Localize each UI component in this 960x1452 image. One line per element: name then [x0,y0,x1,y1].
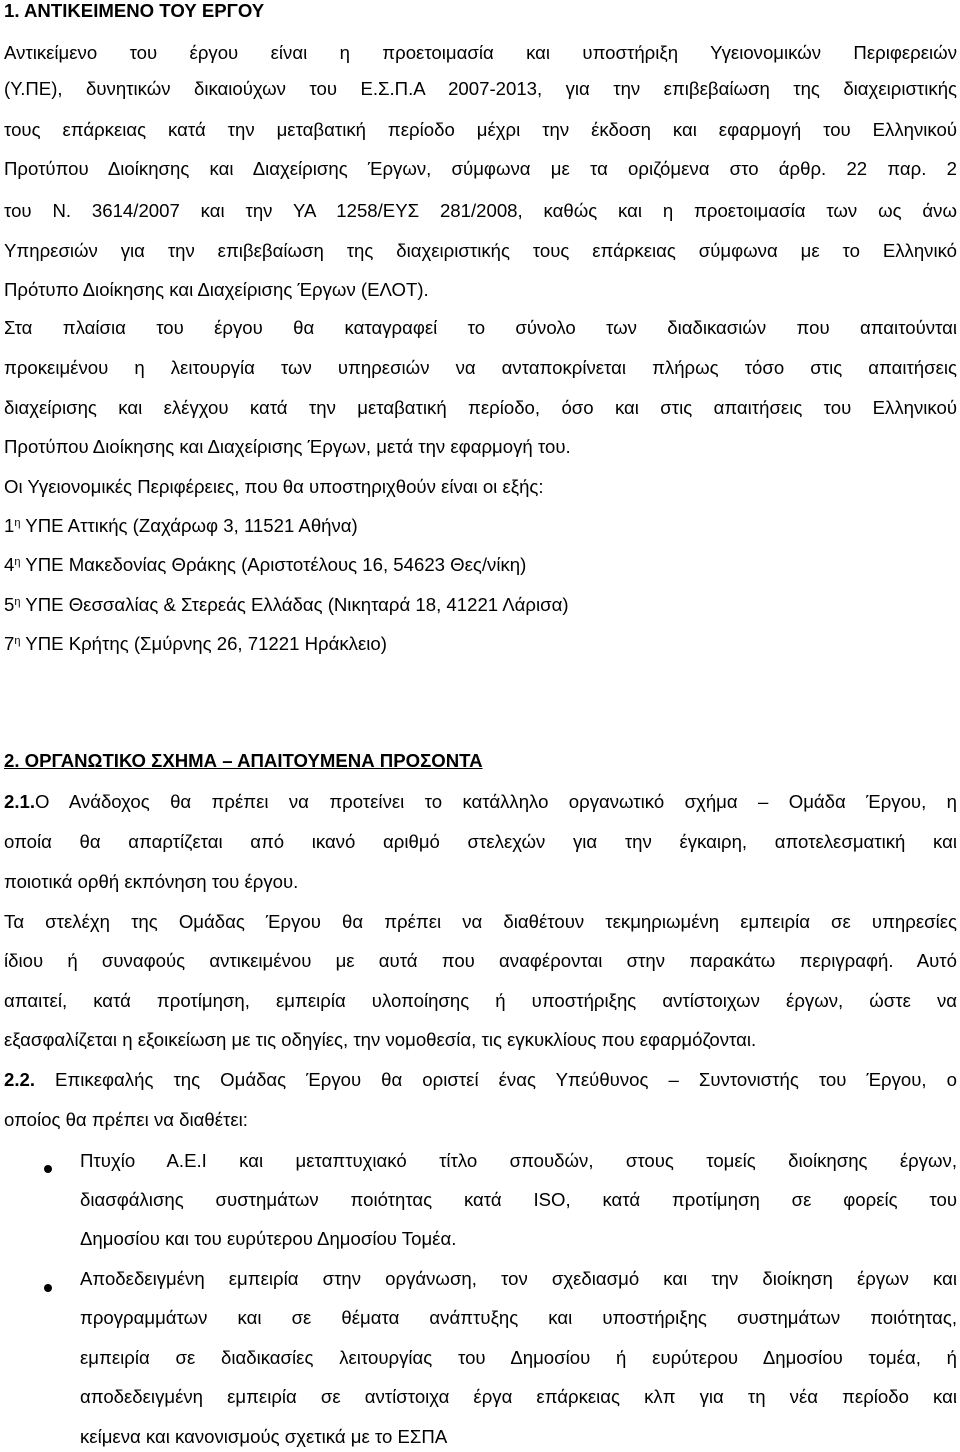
staff-para-line: ίδιου ή συναφούς αντικειμένου με αυτά που αναφέρονται στην παρακάτω περιγραφή. Αυτό [4,950,957,971]
s1-para1-line: Προτύπου Διοίκησης και Διαχείρισης Έργων, σύμφωνα με τα οριζόμενα στο άρθρ. 22 παρ. 2 [4,158,957,179]
s1-para1-line: τους επάρκειας κατά την μεταβατική περίοδο μέχρι την έκδοση και εφαρμογή του Ελληνικού [4,119,957,140]
s22-line: οποίος θα πρέπει να διαθέτει: [4,1109,248,1130]
s1-para1-line: (Υ.ΠΕ), δυνητικών δικαιούχων του Ε.Σ.Π.Α 2007-2013, για την επιβεβαίωση της διαχειριστικής [4,78,957,99]
s21-line: οποία θα απαρτίζεται από ικανό αριθμό στελεχών για την έγκαιρη, αποτελεσματική και [4,831,957,852]
staff-para-line: Τα στελέχη της Ομάδας Έργου θα πρέπει να διαθέτουν τεκμηριωμένη εμπειρία σε υπηρεσίες [4,911,957,932]
s1-para2-line: Στα πλαίσια του έργου θα καταγραφεί το σύνολο των διαδικασιών που απαιτούνται [4,317,957,338]
s1-para1-line: Αντικείμενο του έργου είναι η προετοιμασία και υποστήριξη Υγειονομικών Περιφερειών [4,42,957,63]
s22-line: 2.2. Επικεφαλής της Ομάδας Έργου θα οριστεί ένας Υπεύθυνος – Συντονιστής του Έργου, ο [4,1069,957,1090]
s21-number: 2.1. [4,791,36,812]
s22-number: 2.2. [4,1069,36,1090]
region-item: $5^\eta$ ΥΠΕ Θεσσαλίας & Στερεάς Ελλάδας (Νικηταρά 18, 41221 Λάρισα) [4,594,569,615]
bullet-2-line: κείμενα και κανονισμούς σχετικά με το ΕΣΠΑ [80,1426,448,1447]
bullet-2-line: προγραμμάτων και σε θέματα ανάπτυξης και υποστήριξης συστημάτων ποιότητας, [80,1307,957,1328]
section-1-heading: 1. ΑΝΤΙΚΕΙΜΕΝΟ ΤΟΥ ΕΡΓΟΥ [4,0,265,21]
staff-para-line: εξασφαλίζεται η εξοικείωση με τις οδηγίες, την νομοθεσία, τις εγκυκλίους που εφαρμόζονται. [4,1029,757,1050]
staff-para-line: απαιτεί, κατά προτίμηση, εμπειρία υλοποίησης ή υποστήριξης αντίστοιχων έργων, ώστε να [4,990,957,1011]
bullet-dot-icon [44,1284,52,1292]
s1-para1-line: Πρότυπο Διοίκησης και Διαχείρισης Έργων (ΕΛΟΤ). [4,279,429,300]
s21-line: 2.1.Ο Ανάδοχος θα πρέπει να προτείνει το κατάλληλο οργανωτικό σχήμα – Ομάδα Έργου, η [4,791,957,812]
s1-para1-line: του Ν. 3614/2007 και την ΥΑ 1258/ΕΥΣ 281/2008, καθώς και η προετοιμασία των ως άνω [4,200,957,221]
bullet-dot-icon [44,1165,52,1173]
s21-line: ποιοτικά ορθή εκπόνηση του έργου. [4,871,299,892]
s1-para2-line: προκειμένου η λειτουργία των υπηρεσιών να ανταποκρίνεται πλήρως τόσο στις απαιτήσεις [4,357,957,378]
region-item: $7^\eta$ ΥΠΕ Κρήτης (Σμύρνης 26, 71221 Ηράκλειο) [4,633,387,654]
bullet-2-line: εμπειρία σε διαδικασίες λειτουργίας του Δημοσίου ή ευρύτερου Δημοσίου τομέα, ή [80,1347,957,1368]
s1-para1-line: Υπηρεσιών για την επιβεβαίωση της διαχειριστικής τους επάρκειας σύμφωνα με το Ελληνικό [4,240,957,261]
section-2-heading: 2. ΟΡΓΑΝΩΤΙΚΟ ΣΧΗΜΑ – ΑΠΑΙΤΟΥΜΕΝΑ ΠΡΟΣΟΝΤΑ [4,750,483,771]
regions-intro: Οι Υγειονομικές Περιφέρειες, που θα υποστηριχθούν είναι οι εξής: [4,476,544,497]
s1-para2-line: Προτύπου Διοίκησης και Διαχείρισης Έργων, μετά την εφαρμογή του. [4,436,571,457]
region-item: $1^\eta$ ΥΠΕ Αττικής (Ζαχάρωφ 3, 11521 Αθήνα) [4,515,358,536]
bullet-2-line: αποδεδειγμένη εμπειρία σε αντίστοιχα έργα επάρκειας κλπ για τη νέα περίοδο και [80,1386,957,1407]
bullet-1-line: διασφάλισης συστημάτων ποιότητας κατά ISO, κατά προτίμηση σε φορείς του [80,1189,957,1210]
bullet-2-line: Αποδεδειγμένη εμπειρία στην οργάνωση, τον σχεδιασμό και την διοίκηση έργων και [80,1268,957,1289]
bullet-1-line: Πτυχίο Α.Ε.Ι και μεταπτυχιακό τίτλο σπουδών, στους τομείς διοίκησης έργων, [80,1150,957,1171]
region-item: $4^\eta$ ΥΠΕ Μακεδονίας Θράκης (Αριστοτέλους 16, 54623 Θες/νίκη) [4,554,527,575]
s1-para2-line: διαχείρισης και ελέγχου κατά την μεταβατική περίοδο, όσο και στις απαιτήσεις του Ελληνικού [4,397,957,418]
bullet-1-line: Δημοσίου και του ευρύτερου Δημοσίου Τομέα. [80,1228,457,1249]
